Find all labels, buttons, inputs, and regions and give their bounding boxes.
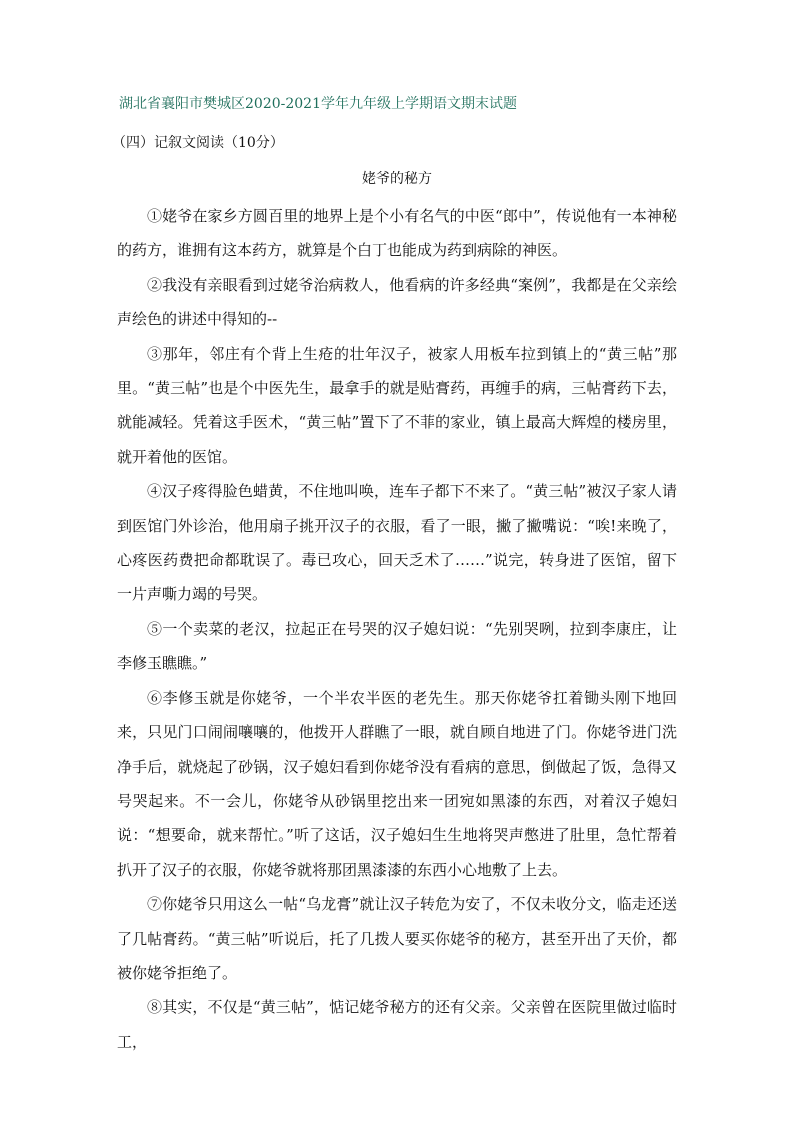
paragraph-4: ④汉子疼得脸色蜡黄，不住地叫唤，连车子都下不来了。“黄三帖”被汉子家人请到医馆门外诊治，他用扇子挑开汉子的衣服，看了一眼，撇了撇嘴说：“唉!来晚了，心疼医药费把命都耽误了。毒已攻心，回天乏术了……”说完，转身进了医馆，留下一片声嘶力竭的号哭。: [117, 482, 677, 604]
paragraph-5: ⑤一个卖菜的老汉，拉起正在号哭的汉子媳妇说：“先别哭咧，拉到李康庄，让李修玉瞧瞧。”: [117, 619, 677, 673]
document-title: 湖北省襄阳市樊城区2020-2021学年九年级上学期语文期末试题: [119, 96, 517, 112]
paragraph-1: ①姥爷在家乡方圆百里的地界上是个小有名气的中医“郎中”，传说他有一本神秘的药方，谁拥有这本药方，就算是个白丁也能成为药到病除的神医。: [117, 207, 677, 260]
section-heading: （四）记叙文阅读（10分）: [112, 135, 284, 151]
paragraph-2: ②我没有亲眼看到过姥爷治病救人，他看病的许多经典“案例”，我都是在父亲绘声绘色的讲述中得知的--: [117, 275, 677, 329]
paragraph-3: ③那年，邻庄有个背上生疮的壮年汉子，被家人用板车拉到镇上的“黄三帖”那里。“黄三帖”也是个中医先生，最拿手的就是贴膏药，再缠手的病，三帖膏药下去，就能减轻。凭着这手医术，“黄三帖”置下了不菲的家业，镇上最高大辉煌的楼房里，就开着他的医馆。: [117, 344, 677, 466]
article-title: 姥爷的秘方: [362, 171, 432, 187]
paragraph-6: ⑥李修玉就是你姥爷，一个半农半医的老先生。那天你姥爷扛着锄头刚下地回来，只见门口闹闹嚷嚷的，他拨开人群瞧了一眼，就自顾自地进了门。你姥爷进门洗净手后，就烧起了砂锅，汉子媳妇看到你姥爷没有看病的意思，倒做起了饭，急得又号哭起来。不一会儿，你姥爷从砂锅里挖出来一团宛如黑漆的东西，对着汉子媳妇说：“想要命，就来帮忙。”听了这话，汉子媳妇生生地将哭声憋进了肚里，急忙帮着扒开了汉子的衣服，你姥爷就将那团黑漆漆的东西小心地敷了上去。: [117, 688, 677, 879]
article-body: [117, 199, 677, 1059]
paragraph-7: ⑦你姥爷只用这么一帖“乌龙膏”就让汉子转危为安了，不仅未收分文，临走还送了几帖膏药。“黄三帖”听说后，托了几拨人要买你姥爷的秘方，甚至开出了天价，都被你姥爷拒绝了。: [117, 895, 677, 982]
paragraph-8: ⑧其实，不仅是“黄三帖”，惦记姥爷秘方的还有父亲。父亲曾在医院里做过临时工，: [117, 998, 677, 1051]
